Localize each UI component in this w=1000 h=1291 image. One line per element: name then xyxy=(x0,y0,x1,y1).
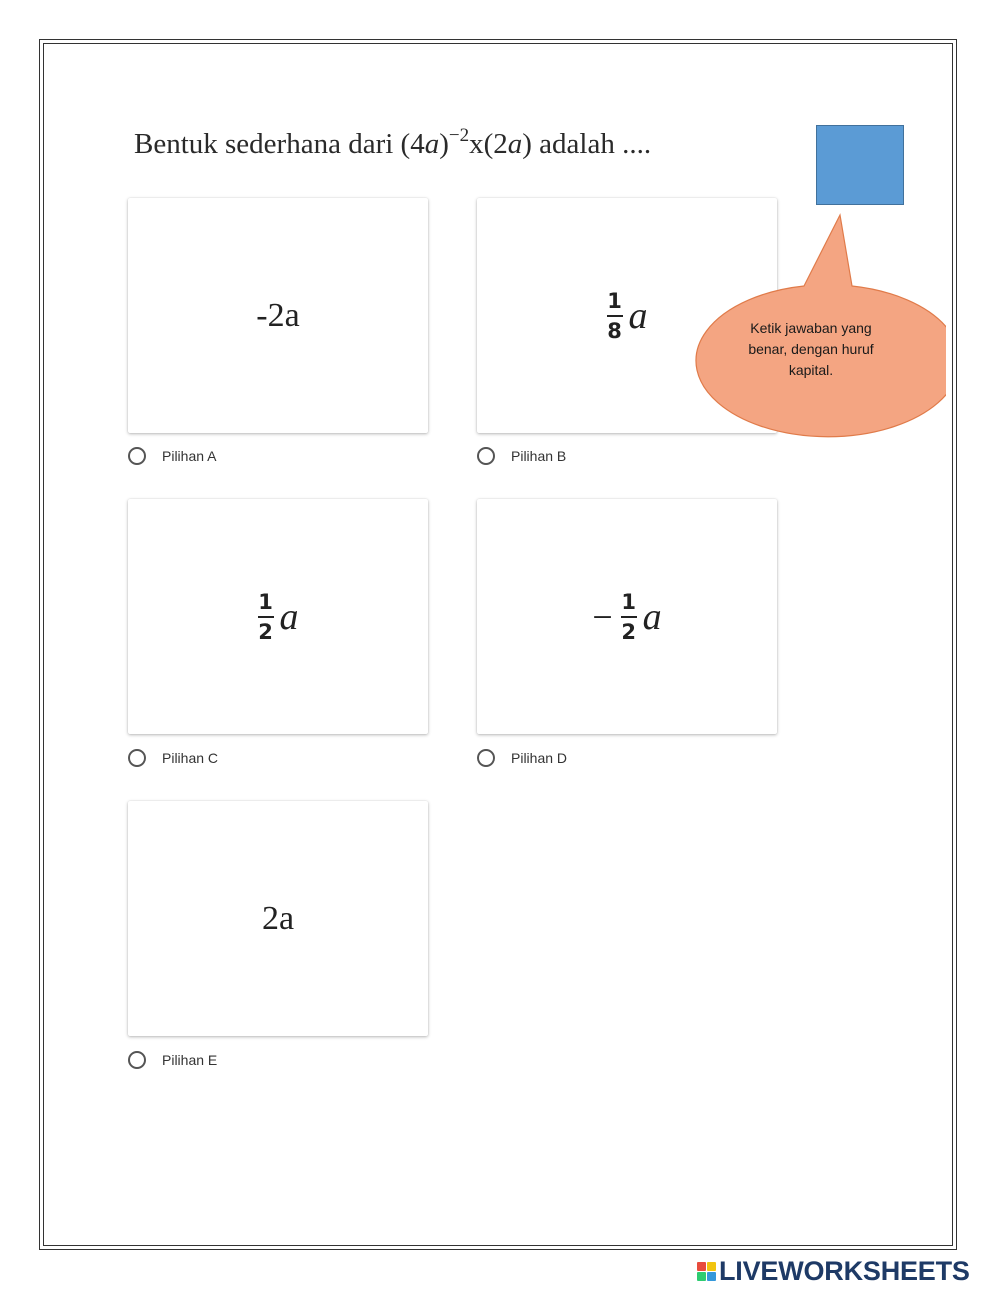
denominator: 2 xyxy=(258,619,273,644)
denominator: 8 xyxy=(607,318,622,343)
radio-b[interactable] xyxy=(477,447,495,465)
option-a-expression: -2a xyxy=(256,296,300,334)
option-a[interactable] xyxy=(128,447,216,465)
logo-grid-icon xyxy=(697,1262,716,1281)
option-card-e[interactable] xyxy=(128,801,428,1036)
option-card-d[interactable] xyxy=(477,499,777,734)
option-d-label: Pilihan D xyxy=(511,750,568,766)
option-c[interactable] xyxy=(128,749,218,767)
option-b-expression xyxy=(607,289,648,343)
liveworksheets-logo xyxy=(697,1256,970,1287)
radio-d[interactable] xyxy=(477,749,495,767)
brand-name: LIVEWORKSHEETS xyxy=(719,1256,970,1286)
option-card-c[interactable] xyxy=(128,499,428,734)
logo-square-l xyxy=(697,1262,706,1271)
callout-text: Ketik jawaban yang benar, dengan huruf kapital. xyxy=(748,320,874,378)
option-d[interactable] xyxy=(477,749,567,767)
option-d-expression xyxy=(592,590,661,644)
question-text: Bentuk sederhana dari $(4a)^{-2}x(2a)$ adalah .... xyxy=(134,125,652,160)
option-b-label: Pilihan B xyxy=(511,448,567,464)
numerator: 1 xyxy=(258,589,273,614)
variable: a xyxy=(642,595,662,638)
radio-e[interactable] xyxy=(128,1051,146,1069)
option-e-label: Pilihan E xyxy=(162,1052,218,1068)
option-c-expression xyxy=(258,590,299,644)
variable: a xyxy=(279,595,299,638)
minus-sign: − xyxy=(592,596,613,637)
logo-square-e xyxy=(707,1272,716,1281)
numerator: 1 xyxy=(607,288,622,313)
option-b[interactable] xyxy=(477,447,566,465)
logo-square-i xyxy=(707,1262,716,1271)
radio-c[interactable] xyxy=(128,749,146,767)
option-c-label: Pilihan C xyxy=(162,750,219,766)
option-a-label: Pilihan A xyxy=(162,448,217,464)
numerator: 1 xyxy=(621,589,636,614)
radio-a[interactable] xyxy=(128,447,146,465)
answer-input-box[interactable] xyxy=(816,125,904,205)
option-card-a[interactable] xyxy=(128,198,428,433)
option-e[interactable] xyxy=(128,1051,217,1069)
variable: a xyxy=(628,294,648,337)
option-e-expression: 2a xyxy=(261,899,295,937)
logo-square-v xyxy=(697,1272,706,1281)
denominator: 2 xyxy=(621,619,636,644)
